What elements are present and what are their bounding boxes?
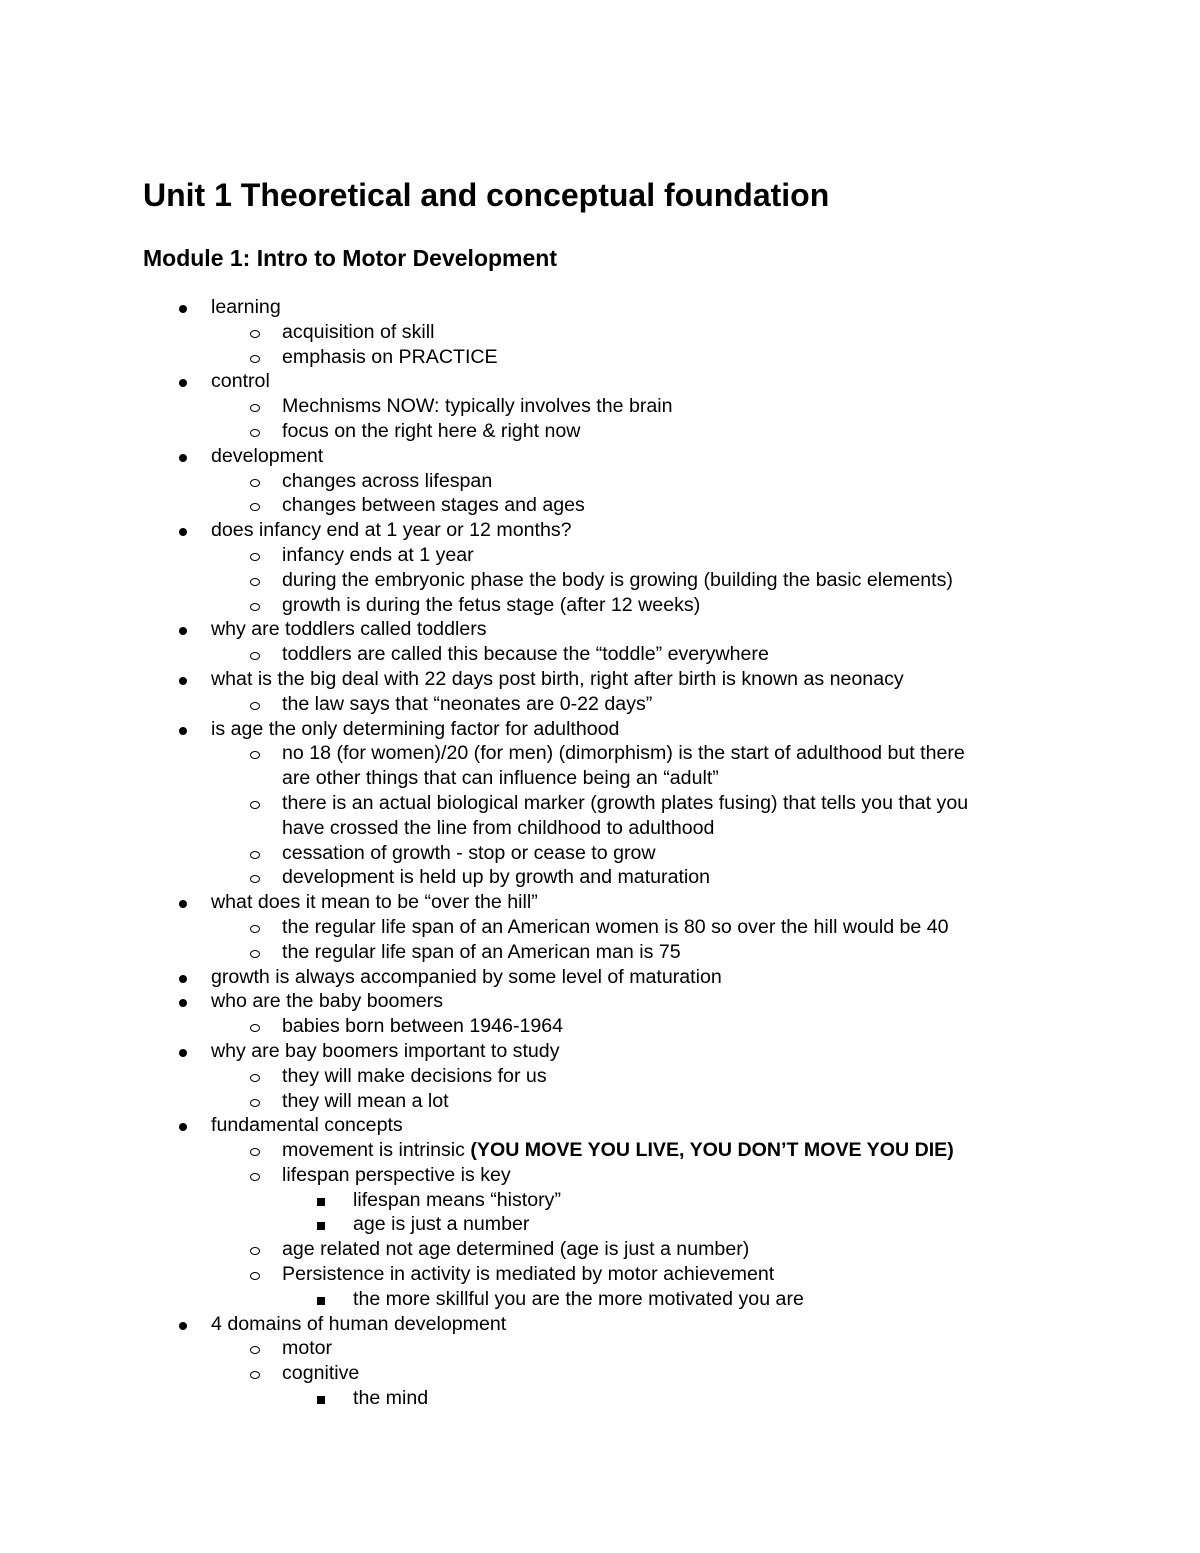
list-item-text: acquisition of skill xyxy=(282,320,435,343)
module-heading: Module 1: Intro to Motor Development xyxy=(143,245,557,271)
list-item-level-1 xyxy=(0,518,1200,543)
list-item-text: changes between stages and ages xyxy=(282,494,585,517)
list-item-text: there is an actual biological marker (growth plates fusing) that tells you that you xyxy=(282,791,969,814)
list-item-level-2 xyxy=(0,1336,1200,1361)
list-item-level-2 xyxy=(0,642,1200,667)
list-item-level-1 xyxy=(0,717,1200,742)
list-item-text: babies born between 1946-1964 xyxy=(282,1015,564,1038)
list-item-text: have crossed the line from childhood to adulthood xyxy=(282,816,715,839)
list-item-text: the law says that “neonates are 0-22 days” xyxy=(282,692,653,715)
notes-list xyxy=(0,295,1200,1411)
list-item-level-2 xyxy=(0,1163,1200,1188)
list-item-level-2 xyxy=(0,841,1200,866)
list-item-text: 4 domains of human development xyxy=(211,1312,507,1335)
list-item-text: are other things that can influence being an “adult” xyxy=(282,767,719,790)
list-item-level-1 xyxy=(0,965,1200,990)
list-item-text: learning xyxy=(211,296,281,318)
list-item-level-1 xyxy=(0,295,1200,320)
list-item-text: development xyxy=(211,444,324,467)
list-item-level-2 xyxy=(0,692,1200,717)
list-item-text: what is the big deal with 22 days post birth, right after birth is known as neonacy xyxy=(211,667,904,690)
list-item-text: lifespan means “history” xyxy=(353,1188,561,1211)
list-item-level-2 xyxy=(0,469,1200,494)
list-item-level-3 xyxy=(0,1212,1200,1237)
list-item-text: development is held up by growth and maturation xyxy=(282,866,711,889)
list-item-level-3 xyxy=(0,1386,1200,1411)
list-item-level-2 xyxy=(0,493,1200,518)
list-item-level-1 xyxy=(0,1113,1200,1138)
list-item-continuation xyxy=(0,816,1200,841)
list-item-level-1 xyxy=(0,369,1200,394)
list-item-level-2 xyxy=(0,791,1200,816)
list-item-level-2 xyxy=(0,1089,1200,1114)
list-item-level-2 xyxy=(0,320,1200,345)
list-item-text: infancy ends at 1 year xyxy=(282,543,474,566)
list-item-level-2 xyxy=(0,1138,1200,1163)
list-item-text: emphasis on PRACTICE xyxy=(282,345,498,368)
list-item-text: the regular life span of an American women is 80 so over the hill would be 40 xyxy=(282,915,949,938)
list-item-level-2 xyxy=(0,1361,1200,1386)
list-item-level-2 xyxy=(0,568,1200,593)
list-item-text: toddlers are called this because the “toddle” everywhere xyxy=(282,643,769,666)
list-item-level-2 xyxy=(0,1014,1200,1039)
list-item-continuation xyxy=(0,766,1200,791)
list-item-text: focus on the right here & right now xyxy=(282,419,581,442)
list-item-text: the more skillful you are the more motivated you are xyxy=(353,1287,804,1310)
list-item-text: changes across lifespan xyxy=(282,469,493,492)
list-item-text: they will make decisions for us xyxy=(282,1064,547,1087)
list-item-level-2 xyxy=(0,1064,1200,1089)
list-item-level-2 xyxy=(0,345,1200,370)
list-item-text: age related not age determined (age is just a number) xyxy=(282,1238,750,1261)
list-item-level-3 xyxy=(0,1188,1200,1213)
list-item-text: why are bay boomers important to study xyxy=(211,1039,560,1062)
list-item-level-1 xyxy=(0,667,1200,692)
list-item-text: cognitive xyxy=(282,1362,360,1385)
list-item-level-2 xyxy=(0,543,1200,568)
list-item-level-1 xyxy=(0,444,1200,469)
list-item-text: fundamental concepts xyxy=(211,1114,403,1137)
list-item-text: who are the baby boomers xyxy=(211,990,443,1013)
list-item-text: the regular life span of an American man is 75 xyxy=(282,940,681,963)
list-item-text: is age the only determining factor for adulthood xyxy=(211,717,620,740)
list-item-level-2 xyxy=(0,419,1200,444)
list-item-level-2 xyxy=(0,940,1200,965)
page-title: Unit 1 Theoretical and conceptual foundation xyxy=(143,177,830,213)
list-item-emphasis: (YOU MOVE YOU LIVE, YOU DON’T MOVE YOU DIE) xyxy=(470,1139,954,1162)
list-item-text: why are toddlers called toddlers xyxy=(211,618,487,641)
list-item-text: they will mean a lot xyxy=(282,1089,449,1112)
list-item-text: during the embryonic phase the body is growing (building the basic elements) xyxy=(282,568,953,591)
list-item-level-2 xyxy=(0,593,1200,618)
list-item-text: does infancy end at 1 year or 12 months? xyxy=(211,519,572,542)
list-item-text: Mechnisms NOW: typically involves the brain xyxy=(282,395,673,418)
list-item-level-2 xyxy=(0,1237,1200,1262)
list-item-text: Persistence in activity is mediated by motor achievement xyxy=(282,1263,775,1286)
list-item-text: control xyxy=(211,370,270,393)
list-item-text: lifespan perspective is key xyxy=(282,1163,511,1186)
list-item-level-2 xyxy=(0,1262,1200,1287)
list-item-text: cessation of growth - stop or cease to grow xyxy=(282,841,656,864)
list-item-text: growth is always accompanied by some level of maturation xyxy=(211,965,722,988)
list-item-level-1 xyxy=(0,1312,1200,1337)
list-item-level-2 xyxy=(0,394,1200,419)
list-item-text: no 18 (for women)/20 (for men) (dimorphism) is the start of adulthood but there xyxy=(282,742,965,765)
list-item-text: age is just a number xyxy=(353,1213,530,1236)
list-item-text: movement is intrinsic xyxy=(282,1139,471,1162)
list-item-level-2 xyxy=(0,915,1200,940)
list-item-level-1 xyxy=(0,989,1200,1014)
list-item-text: what does it mean to be “over the hill” xyxy=(211,891,538,914)
list-item-level-1 xyxy=(0,1039,1200,1064)
list-item-level-1 xyxy=(0,890,1200,915)
list-item-text: the mind xyxy=(353,1387,429,1410)
list-item-level-2 xyxy=(0,865,1200,890)
list-item-text: growth is during the fetus stage (after 12 weeks) xyxy=(282,593,701,616)
list-item-level-3 xyxy=(0,1287,1200,1312)
list-item-text: motor xyxy=(282,1337,333,1360)
list-item-level-1 xyxy=(0,617,1200,642)
list-item-level-2 xyxy=(0,741,1200,766)
